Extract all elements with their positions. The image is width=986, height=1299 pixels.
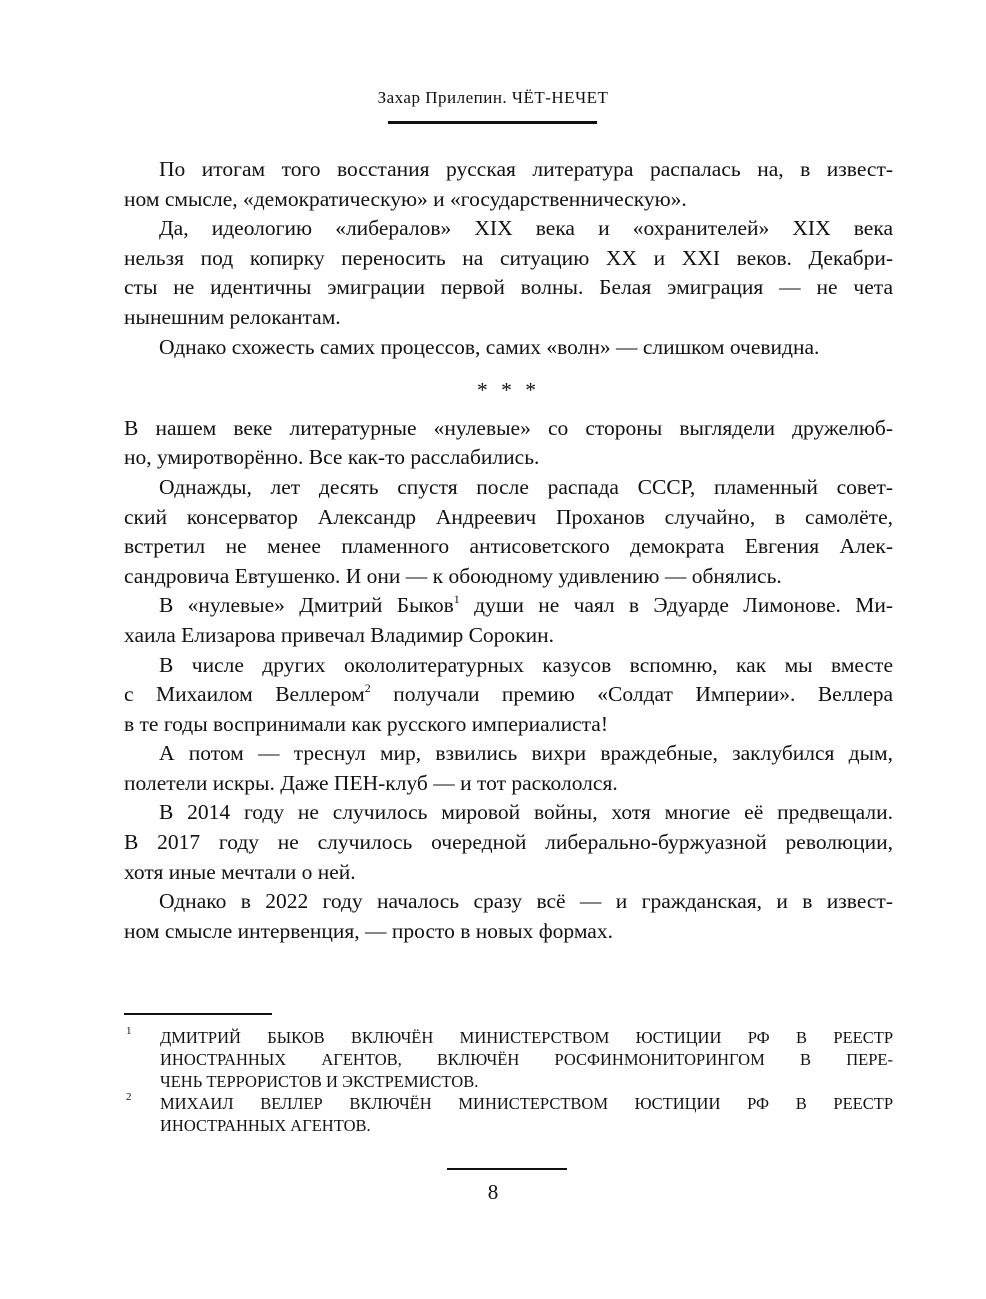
footnotes	[124, 1027, 893, 1137]
footnote-line: ИНОСТРАННЫХ АГЕНТОВ, ВКЛЮЧЁН РОСФИНМОНИТОРИНГОМ В ПЕРЕ-	[160, 1050, 893, 1069]
text-line: сты не идентичны эмиграции первой волны. Белая эмиграция — не чета	[124, 275, 893, 300]
paragraph	[124, 739, 893, 798]
paragraph	[124, 591, 893, 650]
text-line: но, умиротворённо. Все как-то расслабились.	[124, 445, 540, 470]
text-segment: души не чаял в Эдуарде Лимонове. Ми-	[459, 593, 893, 618]
footnote-line: ДМИТРИЙ БЫКОВ ВКЛЮЧЁН МИНИСТЕРСТВОМ ЮСТИЦИИ РФ В РЕЕСТР	[160, 1028, 893, 1047]
text-line: В 2017 году не случилось очередной либерально-буржуазной революции,	[124, 830, 893, 855]
text-line: ном смысле интервенция, — просто в новых формах.	[124, 918, 613, 943]
text-line: А потом — треснул мир, взвились вихри враждебные, заклубился дым,	[159, 741, 893, 766]
footnote-number: 1	[126, 1025, 132, 1037]
text-line: ский консерватор Александр Андреевич Проханов случайно, в самолёте,	[124, 504, 893, 529]
text-line	[124, 680, 893, 710]
paragraph	[124, 651, 893, 740]
footnote-line: ИНОСТРАННЫХ АГЕНТОВ.	[160, 1116, 371, 1135]
text-line: Да, идеологию «либералов» XIX века и «охранителей» XIX века	[159, 216, 893, 241]
footnote-reference: 2	[364, 681, 371, 696]
text-line: В числе других окололитературных казусов вспомню, как мы вместе	[159, 652, 893, 677]
text-line	[124, 591, 893, 621]
text-line: встретил не менее пламенного антисоветского демократа Евгения Алек-	[124, 534, 893, 559]
section-after-break	[124, 414, 893, 947]
footnote-line: ЧЕНЬ ТЕРРОРИСТОВ И ЭКСТРЕМИСТОВ.	[160, 1072, 479, 1091]
text-segment: с Михаилом Веллером	[124, 682, 365, 707]
footnote-rule	[124, 1013, 272, 1015]
running-header: Захар Прилепин. ЧЁТ-НЕЧЕТ	[377, 88, 609, 107]
text-line: По итогам того восстания русская литература распалась на, в извест-	[159, 157, 893, 181]
text-line: полетели искры. Даже ПЕН-клуб — и тот раскололся.	[124, 770, 618, 795]
paragraph	[124, 887, 893, 946]
text-line: в те годы воспринимали как русского империалиста!	[124, 711, 609, 736]
paragraph	[124, 414, 893, 473]
paragraph	[124, 798, 893, 887]
page-number: 8	[487, 1180, 499, 1204]
text-line: ном смысле, «демократическую» и «государственническую».	[124, 186, 687, 211]
text-line: нельзя под копирку переносить на ситуацию XX и XXI веков. Декабри-	[124, 245, 893, 270]
text-line: Однако схожесть самих процессов, самих «волн» — слишком очевидна.	[159, 334, 820, 359]
text-line: В 2014 году не случилось мировой войны, хотя многие её предвещали.	[159, 800, 893, 825]
text-line: нынешним релокантам.	[124, 304, 341, 329]
footnote-number: 2	[126, 1091, 132, 1103]
paragraph	[124, 155, 893, 214]
footnote	[124, 1093, 893, 1137]
text-line: В нашем веке литературные «нулевые» со стороны выглядели дружелюб-	[124, 415, 893, 440]
page-number-rule	[447, 1168, 567, 1170]
text-line: хотя иные мечтали о ней.	[124, 859, 356, 884]
text-line: хаила Елизарова привечал Владимир Сорокин.	[124, 622, 555, 647]
paragraph	[124, 214, 893, 332]
text-line: сандровича Евтушенко. И они — к обоюдному удивлению — обнялись.	[124, 563, 782, 588]
text-segment: получали премию «Солдат Империи». Веллера	[370, 682, 893, 707]
footnote	[124, 1027, 893, 1093]
paragraph	[124, 333, 893, 363]
footnote-reference: 1	[453, 592, 460, 607]
section-break: * * *	[477, 378, 540, 403]
text-line: Однажды, лет десять спустя после распада СССР, пламенный совет-	[159, 474, 893, 499]
section-before-break	[124, 155, 893, 362]
text-segment: В «нулевые» Дмитрий Быков	[159, 593, 454, 618]
paragraph	[124, 473, 893, 591]
header-rule	[388, 121, 597, 124]
text-line: Однако в 2022 году началось сразу всё — и гражданская, и в извест-	[159, 889, 893, 914]
footnote-line: МИХАИЛ ВЕЛЛЕР ВКЛЮЧЁН МИНИСТЕРСТВОМ ЮСТИЦИИ РФ В РЕЕСТР	[160, 1094, 893, 1113]
body-text	[124, 155, 893, 946]
